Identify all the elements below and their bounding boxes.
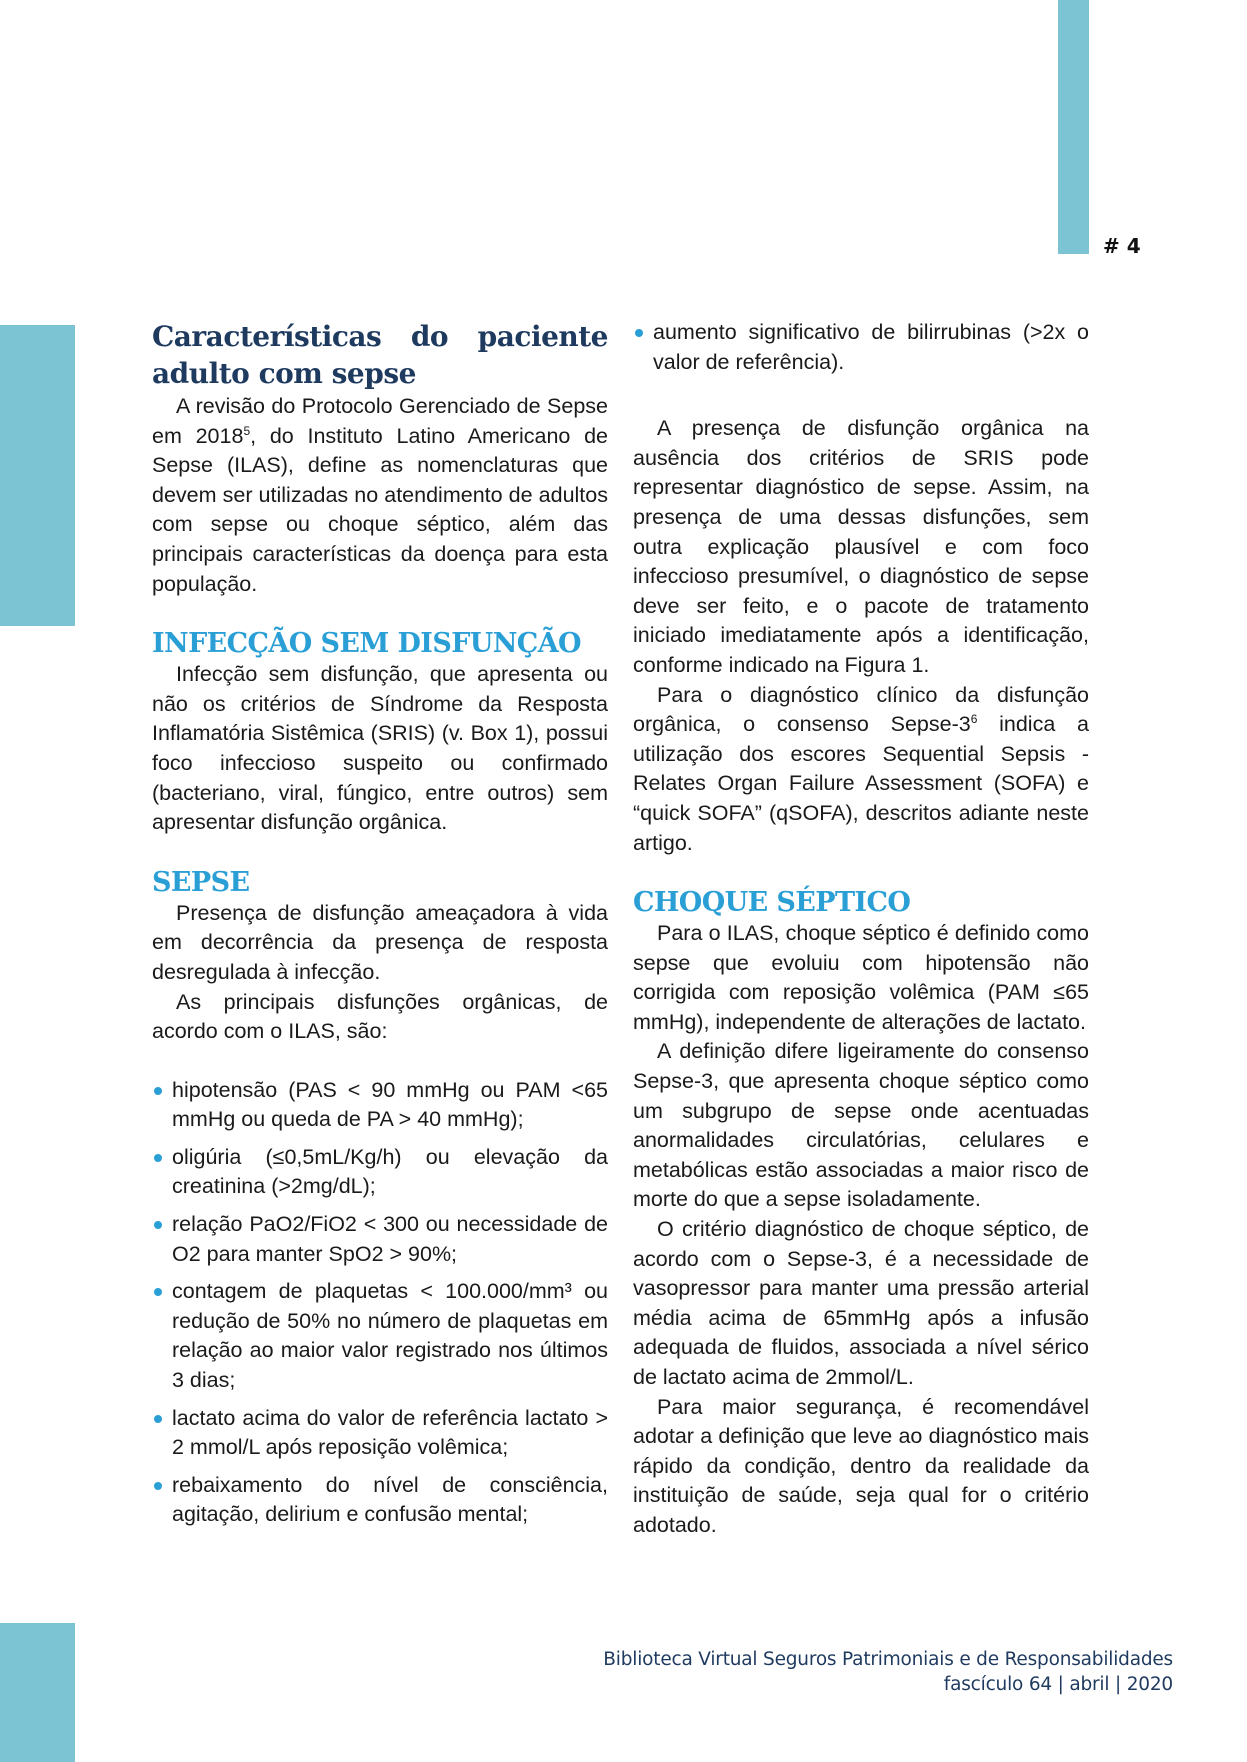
list-item	[152, 1471, 608, 1530]
list-item-text: rebaixamento do nível de consciência, agitação, delirium e confusão mental;	[172, 1472, 608, 1527]
choque-paragraph-1: Para o ILAS, choque séptico é definido como sepse que evoluiu com hipotensão não corrigida com reposição volêmica (PAM ≤65 mmHg), independente de alterações de lactato.	[633, 921, 1089, 1034]
choque-paragraph-2: A definição difere ligeiramente do consenso Sepse-3, que apresenta choque séptico como um subgrupo de sepse onde acentuadas anormalidades circulatórias, celulares e metabólicas estão associadas a maior risco de morte do que a sepse isoladamente.	[633, 1039, 1089, 1212]
intro-paragraph	[152, 392, 608, 599]
list-item-text: oligúria (≤0,5mL/Kg/h) ou elevação da creatinina (>2mg/dL);	[172, 1144, 608, 1199]
list-item	[152, 1210, 608, 1269]
bullet-icon	[154, 1154, 162, 1162]
page-number: # 4	[1103, 234, 1141, 258]
intro-text-end: , do Instituto Latino Americano de Sepse (ILAS), define as nomenclaturas que devem ser utilizadas no atendimento de adultos com sepse ou choque séptico, além das principais características da doença para esta população.	[152, 423, 609, 596]
footer	[603, 1647, 1173, 1697]
footnote-ref-6[interactable]: 6	[970, 711, 978, 726]
sepse-paragraph-2: As principais disfunções orgânicas, de acordo com o ILAS, são:	[152, 989, 608, 1044]
list-item	[152, 1277, 608, 1395]
organ-dysfunction-list-continued	[633, 318, 1089, 377]
bullet-icon	[154, 1415, 162, 1423]
organ-dysfunction-list	[152, 1076, 608, 1530]
list-item-text: relação PaO2/FiO2 < 300 ou necessidade de O2 para manter SpO2 > 90%;	[172, 1212, 608, 1266]
sofa-text-end: indica a utilização dos escores Sequential Sepsis - Relates Organ Failure Assessment (SOFA) e “quick SOFA” (qSOFA), descritos adiante neste artigo.	[633, 712, 1089, 855]
left-column	[152, 318, 608, 1538]
heading-choque-septico: CHOQUE SÉPTICO	[633, 887, 911, 919]
bullet-icon	[154, 1482, 162, 1490]
right-column	[633, 318, 1089, 1541]
list-item-text: contagem de plaquetas < 100.000/mm³ ou redução de 50% no número de plaquetas em relação ao maior valor registrado nos últimos 3 dias;	[172, 1279, 608, 1393]
list-item	[152, 1404, 608, 1463]
heading-infeccao-sem-disfuncao: INFECÇÃO SEM DISFUNÇÃO	[152, 628, 581, 660]
choque-paragraph-3: O critério diagnóstico de choque séptico, de acordo com o Sepse-3, é a necessidade de vasopressor para manter uma pressão arterial média acima de 65mmHg após a infusão adequada de fluidos, associada a nível sérico de lactato acima de 2mmol/L.	[633, 1217, 1089, 1389]
sepse-paragraph-1: Presença de disfunção ameaçadora à vida em decorrência da presença de resposta desregulada à infecção.	[152, 900, 608, 984]
accent-bar-bottom-left	[0, 1623, 75, 1762]
intro-text-start: A revisão do Protocolo Gerenciado de Sepse em 2018	[152, 394, 608, 448]
bullet-icon	[154, 1288, 162, 1296]
list-item	[152, 1076, 608, 1135]
footnote-ref-5[interactable]: 5	[243, 423, 251, 438]
accent-bar-left	[0, 325, 75, 626]
list-item-text: aumento significativo de bilirrubinas (>2x o valor de referência).	[653, 320, 1089, 374]
list-item	[633, 318, 1089, 377]
article-title: Características do paciente adulto com sepse	[152, 320, 608, 390]
infeccao-paragraph: Infecção sem disfunção, que apresenta ou não os critérios de Síndrome da Resposta Inflamatória Sistêmica (SRIS) (v. Box 1), possui foco infeccioso suspeito ou confirmado (bacteriano, viral, fúngico, entre outros) sem apresentar disfunção orgânica.	[152, 662, 608, 835]
accent-bar-top-right	[1058, 0, 1089, 254]
bullet-icon	[154, 1087, 162, 1095]
bullet-icon	[635, 329, 643, 337]
heading-sepse: SEPSE	[152, 866, 250, 898]
list-item-text: lactato acima do valor de referência lactato > 2 mmol/L após reposição volêmica;	[172, 1405, 608, 1460]
sofa-text-start: Para o diagnóstico clínico da disfunção orgânica, o consenso Sepse-3	[633, 682, 1089, 737]
choque-paragraph-4: Para maior segurança, é recomendável adotar a definição que leve ao diagnóstico mais rápido da condição, dentro da realidade da instituição de saúde, seja qual for o critério adotado.	[633, 1394, 1089, 1537]
footer-publication: Biblioteca Virtual Seguros Patrimoniais e de Responsabilidades	[603, 1649, 1173, 1670]
sofa-paragraph	[633, 681, 1089, 859]
list-item	[152, 1143, 608, 1202]
footer-issue: fascículo 64 | abril | 2020	[943, 1674, 1173, 1695]
bullet-icon	[154, 1221, 162, 1229]
list-item-text: hipotensão (PAS < 90 mmHg ou PAM <65 mmHg ou queda de PA > 40 mmHg);	[172, 1077, 608, 1132]
sris-paragraph: A presença de disfunção orgânica na ausência dos critérios de SRIS pode representar diagnóstico de sepse. Assim, na presença de uma dessas disfunções, sem outra explicação plausível e com foco infeccioso presumível, o diagnóstico de sepse deve ser feito, e o pacote de tratamento iniciado imediatamente após a identificação, conforme indicado na Figura 1.	[633, 416, 1089, 677]
